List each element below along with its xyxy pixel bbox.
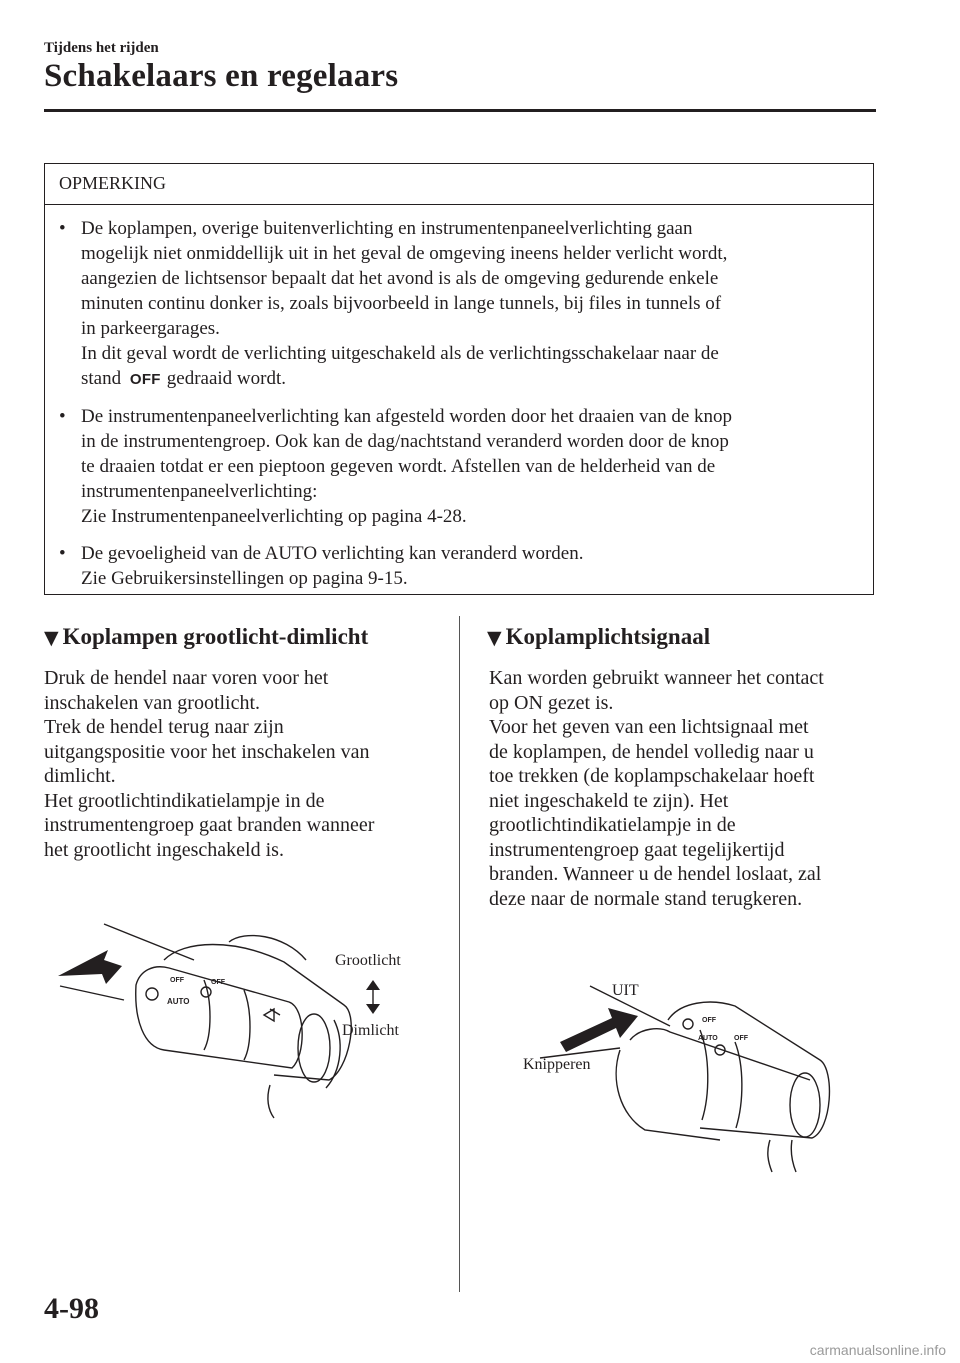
body-line: Trek de hendel terug naar zijn — [44, 716, 284, 738]
title-rule — [44, 109, 876, 112]
guide-line — [104, 924, 194, 960]
body-line: toe trekken (de koplampschakelaar hoeft — [489, 765, 815, 787]
bullet-icon: • — [59, 406, 66, 427]
column-divider — [459, 616, 460, 1292]
section-heading-text: Koplampen grootlicht-dimlicht — [62, 624, 369, 649]
body-line: grootlichtindikatielampje in de — [489, 814, 736, 836]
note-line: in parkeergarages. — [81, 318, 220, 339]
section-heading-flash-to-pass — [487, 624, 710, 650]
note-item-3 — [59, 541, 859, 591]
note-line: In dit geval wordt de verlichting uitgeschakeld als de verlichtingsschakelaar naar de — [81, 343, 719, 364]
knob-off-label: OFF — [170, 977, 184, 984]
label-high-beam: Grootlicht — [335, 952, 401, 969]
knob-off-label: OFF — [211, 979, 225, 986]
note-line: mogelijk niet onmiddellijk uit in het geval de omgeving ineens helder verlicht wordt, — [81, 243, 728, 264]
lever-stem — [768, 1140, 772, 1172]
sun-icon — [683, 1019, 693, 1029]
note-line: in de instrumentengroep. Ook kan de dag/nachtstand veranderd worden door de knop — [81, 431, 729, 452]
body-line: op ON gezet is. — [489, 691, 614, 714]
section-heading-text: Koplamplichtsignaal — [505, 624, 711, 649]
right-body-text — [489, 666, 909, 911]
flash-arrow-icon — [560, 1008, 638, 1052]
body-line: instrumentengroep gaat branden wanneer — [44, 814, 375, 836]
sun-icon — [146, 988, 158, 1000]
note-line: De koplampen, overige buitenverlichting en instrumentenpaneelverlichting gaan — [81, 218, 693, 239]
label-off: UIT — [612, 982, 639, 999]
body-line: Kan worden gebruikt wanneer het contact — [489, 667, 824, 689]
body-line: Druk de hendel naar voren voor het — [44, 667, 329, 689]
note-line-last — [81, 366, 859, 392]
body-line: inschakelen van grootlicht. — [44, 691, 261, 714]
bullet-icon: • — [59, 543, 66, 564]
note-item-1 — [59, 216, 859, 392]
note-line: instrumentenpaneelverlichting: — [81, 481, 318, 502]
lever-outline — [616, 1050, 720, 1140]
section-heading-high-low-beam — [44, 624, 368, 650]
guide-line — [60, 986, 124, 1000]
lever-tip — [790, 1073, 820, 1137]
body-line: dimlicht. — [44, 765, 116, 787]
ring-line — [244, 990, 250, 1060]
arrow-up-icon — [366, 980, 380, 990]
body-line: niet ingeschakeld te zijn). Het — [489, 789, 729, 812]
ring-line — [204, 980, 210, 1050]
body-line: Het grootlichtindikatielampje in de — [44, 789, 325, 812]
body-line: het grootlicht ingeschakeld is. — [44, 838, 284, 861]
body-line: Voor het geven van een lichtsignaal met — [489, 716, 809, 738]
note-line: Zie Gebruikersinstellingen op pagina 9-15. — [81, 568, 408, 589]
triangle-icon: ▼ — [44, 627, 59, 649]
body-line: branden. Wanneer u de hendel loslaat, zal — [489, 863, 822, 885]
knob-auto-label: AUTO — [698, 1035, 718, 1042]
knob-off-label: OFF — [702, 1017, 716, 1024]
figure-headlight-lever-beam — [44, 920, 444, 1120]
note-line: aangezien de lichtsensor bepaalt dat het avond is als de omgeving gedurende enkele — [81, 268, 719, 289]
note-line: De gevoeligheid van de AUTO verlichting kan veranderd worden. — [81, 543, 584, 564]
figure-headlight-lever-flash — [520, 980, 850, 1175]
triangle-icon: ▼ — [487, 627, 502, 649]
lever-outline — [164, 945, 351, 1081]
note-text: gedraaid wordt. — [166, 368, 286, 389]
note-line: te draaien totdat er een pieptoon gegeven wordt. Afstellen van de helderheid van de — [81, 456, 716, 477]
page-title: Schakelaars en regelaars — [44, 58, 399, 94]
left-body-text — [44, 666, 444, 862]
note-box — [44, 163, 874, 595]
watermark: carmanualsonline.info — [809, 1342, 946, 1358]
ring-line — [700, 1030, 708, 1120]
breadcrumb: Tijdens het rijden — [44, 40, 159, 56]
knob-off-label: OFF — [734, 1035, 748, 1042]
body-line: instrumentengroep gaat tegelijkertijd — [489, 838, 785, 861]
bullet-icon: • — [59, 218, 66, 239]
arrows-icon — [264, 1009, 280, 1021]
note-line: Zie Instrumentenpaneelverlichting op pagina 4-28. — [81, 506, 467, 527]
body-line: uitgangspositie voor het inschakelen van — [44, 740, 370, 763]
lever-tip — [298, 1014, 330, 1082]
fog-icon — [201, 987, 211, 997]
arrow-down-icon — [366, 1004, 380, 1014]
label-flash: Knipperen — [523, 1056, 591, 1073]
note-text: stand — [81, 368, 122, 389]
page-number: 4-98 — [44, 1292, 99, 1325]
push-pull-arrow-icon — [58, 950, 122, 984]
note-item-2 — [59, 404, 859, 529]
off-symbol-icon: OFF — [129, 371, 161, 388]
knob-auto-label: AUTO — [167, 997, 190, 1006]
label-low-beam: Dimlicht — [342, 1022, 399, 1039]
note-line: De instrumentenpaneelverlichting kan afgesteld worden door het draaien van de knop — [81, 406, 733, 427]
note-line: minuten continu donker is, zoals bijvoorbeeld in lange tunnels, bij files in tunnels of — [81, 293, 722, 314]
lever-stem — [791, 1140, 796, 1172]
body-line: deze naar de normale stand terugkeren. — [489, 887, 803, 910]
note-label: OPMERKING — [59, 173, 167, 193]
body-line: de koplampen, de hendel volledig naar u — [489, 740, 814, 763]
note-header — [45, 164, 873, 205]
lever-stem — [268, 1085, 274, 1118]
